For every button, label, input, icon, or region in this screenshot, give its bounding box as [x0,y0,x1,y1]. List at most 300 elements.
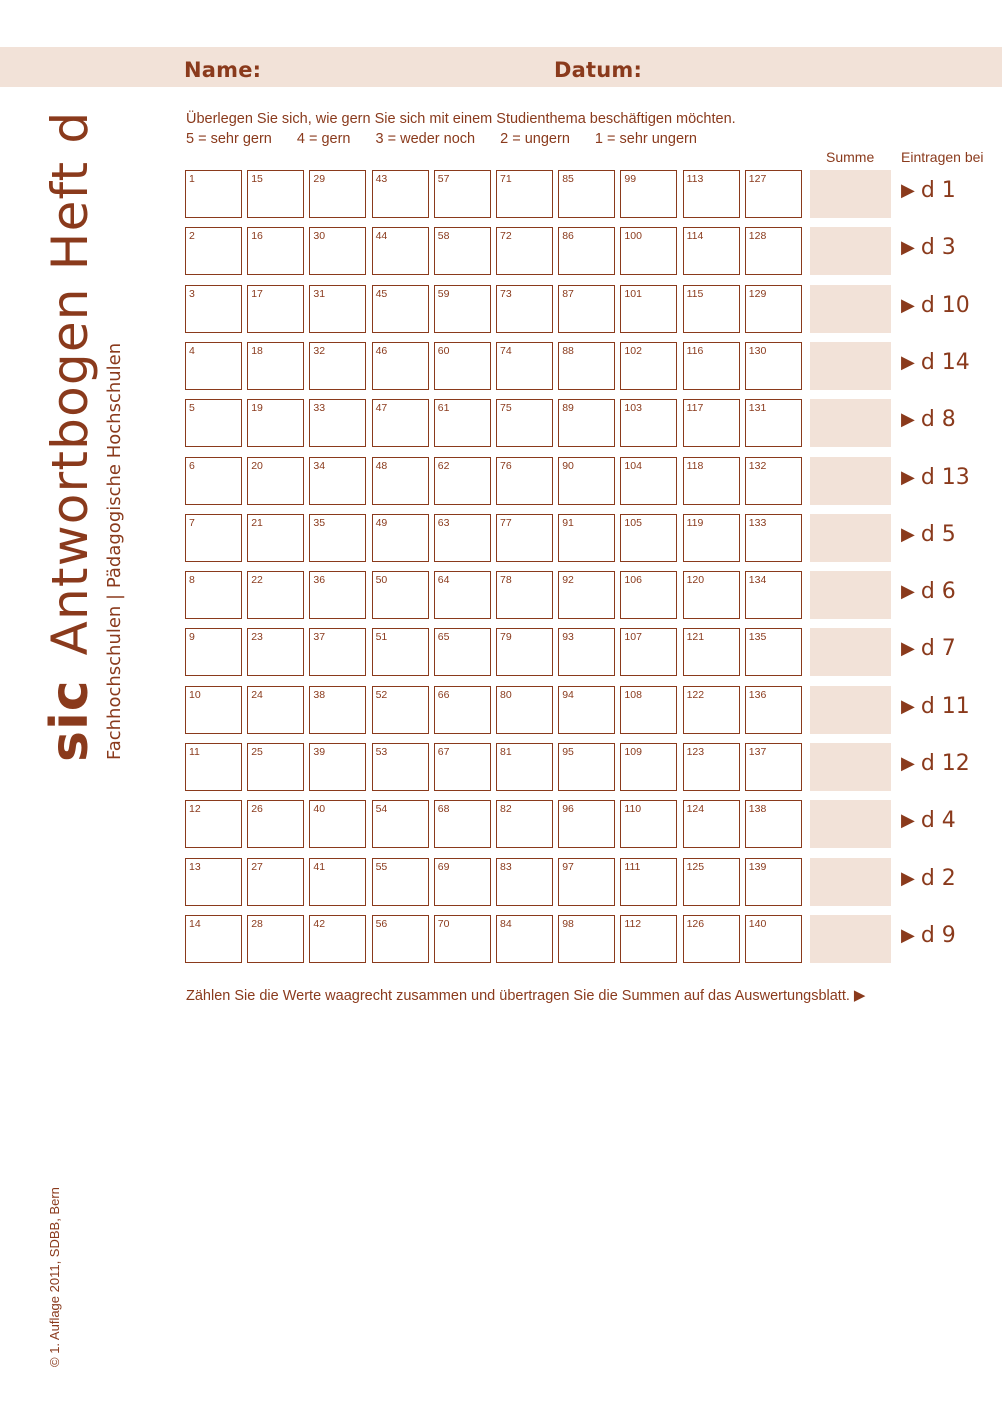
answer-cell[interactable] [683,399,740,447]
answer-cell[interactable] [247,743,304,791]
item-number: 64 [437,574,450,587]
answer-cell[interactable] [683,514,740,562]
answer-cell[interactable] [372,686,429,734]
brand-logo: sic [40,679,100,762]
answer-cell[interactable] [745,915,802,963]
item-number: 62 [437,459,450,472]
answer-cell[interactable] [558,170,615,218]
item-number: 54 [375,803,388,816]
item-number: 80 [500,688,512,701]
answer-cell[interactable] [745,342,802,390]
answer-cell[interactable] [247,571,304,619]
answer-cell[interactable] [745,571,802,619]
answer-cell[interactable] [620,399,677,447]
triangle-right-icon: ▶ [901,867,915,889]
answer-row [185,743,985,793]
triangle-right-icon: ▶ [901,753,915,774]
item-number: 35 [313,516,326,529]
answer-cell[interactable] [434,628,491,676]
answer-cell[interactable] [496,800,553,848]
item-number: 133 [748,516,767,529]
answer-cell[interactable] [372,800,429,848]
item-number: 29 [313,173,326,185]
answer-cell[interactable] [372,514,429,562]
sum-field[interactable] [810,514,891,562]
item-number: 52 [375,688,388,701]
answer-cell[interactable] [434,915,491,963]
triangle-right-icon: ▶ [901,180,915,201]
item-number: 79 [500,631,512,644]
item-number: 32 [313,344,326,357]
item-number: 107 [624,631,642,644]
item-number: 5 [189,402,195,415]
item-number: 113 [686,173,704,185]
triangle-right-icon: ▶ [901,409,915,431]
answer-cell[interactable] [309,514,366,562]
item-number: 138 [748,803,767,816]
item-number: 98 [562,917,574,930]
item-number: 87 [562,287,574,300]
answer-cell[interactable] [185,285,242,333]
answer-cell[interactable] [620,915,677,963]
item-number: 23 [251,631,263,644]
item-number: 61 [437,402,450,415]
answer-cell[interactable] [496,227,553,275]
answer-row [185,514,985,564]
footer-instruction [186,986,865,1004]
answer-cell[interactable] [496,915,553,963]
answer-cell[interactable] [683,170,740,218]
item-number: 19 [251,402,263,415]
item-number: 55 [375,860,388,873]
item-number: 46 [375,344,388,357]
answer-cell[interactable] [434,285,491,333]
answer-cell[interactable] [185,800,242,848]
answer-cell[interactable] [434,686,491,734]
answer-cell[interactable] [247,227,304,275]
item-number: 20 [251,459,263,472]
destination-label [901,465,970,490]
answer-cell[interactable] [434,858,491,906]
answer-cell[interactable] [372,457,429,505]
destination-code: d 1 [920,178,956,203]
answer-cell[interactable] [434,170,491,218]
answer-cell[interactable] [185,686,242,734]
answer-cell[interactable] [434,743,491,791]
answer-row [185,915,985,965]
answer-cell[interactable] [309,915,366,963]
answer-cell[interactable] [683,571,740,619]
answer-cell[interactable] [558,399,615,447]
answer-cell[interactable] [620,285,677,333]
answer-cell[interactable] [496,170,553,218]
item-number: 124 [686,803,705,816]
triangle-right-icon: ▶ [901,924,915,946]
destination-label [901,293,970,318]
answer-cell[interactable] [434,227,491,275]
destination-label [901,923,956,948]
answer-row [185,227,985,277]
scale-item: 2 = ungern [500,131,570,147]
answer-cell[interactable] [247,457,304,505]
item-number: 12 [189,803,201,816]
destination-label [901,522,956,547]
sum-field[interactable] [810,342,891,390]
destination-code: d 9 [920,922,956,948]
item-number: 22 [251,574,263,587]
item-number: 84 [500,917,512,930]
answer-cell[interactable] [496,628,553,676]
item-number: 100 [624,230,642,243]
answer-cell[interactable] [683,457,740,505]
answer-cell[interactable] [745,514,802,562]
answer-cell[interactable] [558,628,615,676]
sum-field[interactable] [810,800,891,848]
item-number: 16 [251,230,263,243]
item-number: 112 [624,917,642,930]
answer-cell[interactable] [247,915,304,963]
answer-cell[interactable] [247,285,304,333]
answer-cell[interactable] [496,686,553,734]
sum-field[interactable] [810,858,891,906]
answer-cell[interactable] [558,915,615,963]
item-number: 10 [189,688,201,701]
sum-field[interactable] [810,457,891,505]
item-number: 106 [624,574,642,587]
answer-cell[interactable] [372,285,429,333]
item-number: 57 [437,173,450,185]
answer-cell[interactable] [620,457,677,505]
answer-cell[interactable] [247,170,304,218]
item-number: 104 [624,459,642,472]
destination-label [901,235,956,260]
item-number: 136 [748,688,767,701]
item-number: 24 [251,688,263,701]
item-number: 8 [189,574,195,587]
item-number: 90 [562,459,574,472]
item-number: 14 [189,917,201,930]
item-number: 101 [624,287,642,300]
answer-cell[interactable] [434,571,491,619]
answer-cell[interactable] [620,571,677,619]
item-number: 82 [500,803,512,816]
copyright-note: © 1. Auflage 2011, SDBB, Bern [47,1187,62,1367]
answer-cell[interactable] [185,227,242,275]
answer-cell[interactable] [745,285,802,333]
answer-row [185,170,985,220]
answer-cell[interactable] [247,628,304,676]
item-number: 37 [313,631,326,644]
answer-row [185,800,985,850]
answer-cell[interactable] [185,743,242,791]
answer-cell[interactable] [434,800,491,848]
answer-cell[interactable] [745,858,802,906]
document-title: Antwortbogen Heft d [41,110,99,656]
answer-cell[interactable] [372,743,429,791]
answer-row [185,399,985,449]
triangle-right-icon: ▶ [901,695,915,717]
answer-cell[interactable] [372,628,429,676]
answer-cell[interactable] [496,858,553,906]
answer-cell[interactable] [620,227,677,275]
answer-cell[interactable] [372,170,429,218]
item-number: 3 [189,287,195,300]
triangle-right-icon: ▶ [901,581,915,603]
item-number: 103 [624,402,642,415]
item-number: 140 [748,917,767,930]
triangle-right-icon: ▶ [901,237,915,259]
item-number: 27 [251,860,263,873]
answer-cell[interactable] [309,285,366,333]
answer-cell[interactable] [309,743,366,791]
destination-code: d 11 [920,693,970,719]
answer-row [185,628,985,678]
answer-cell[interactable] [620,342,677,390]
item-number: 15 [251,173,263,185]
item-number: 68 [437,803,450,816]
item-number: 39 [313,746,326,758]
item-number: 114 [686,230,704,243]
item-number: 99 [624,173,637,185]
destination-code: d 8 [920,407,956,433]
item-number: 13 [189,860,201,873]
destination-label [901,751,970,776]
item-number: 17 [251,287,263,300]
item-number: 105 [624,516,642,529]
item-number: 40 [313,803,326,816]
item-number: 86 [562,230,574,243]
answer-cell[interactable] [372,342,429,390]
item-number: 1 [189,173,195,185]
item-number: 26 [251,803,263,816]
answer-cell[interactable] [309,457,366,505]
item-number: 28 [251,917,263,930]
answer-cell[interactable] [185,858,242,906]
item-number: 126 [686,917,705,930]
sum-field[interactable] [810,743,891,791]
item-number: 115 [686,287,704,300]
answer-cell[interactable] [683,858,740,906]
answer-cell[interactable] [558,743,615,791]
answer-cell[interactable] [745,800,802,848]
answer-cell[interactable] [247,800,304,848]
item-number: 122 [686,688,705,701]
answer-cell[interactable] [309,800,366,848]
answer-cell[interactable] [185,628,242,676]
scale-item: 4 = gern [296,131,351,147]
answer-cell[interactable] [372,227,429,275]
answer-cell[interactable] [372,858,429,906]
destination-label [901,178,956,203]
answer-cell[interactable] [185,399,242,447]
item-number: 109 [624,746,642,758]
item-number: 125 [686,860,705,873]
item-number: 123 [686,746,705,758]
answer-cell[interactable] [683,227,740,275]
answer-cell[interactable] [620,514,677,562]
answer-cell[interactable] [620,858,677,906]
answer-cell[interactable] [683,342,740,390]
answer-cell[interactable] [309,628,366,676]
answer-cell[interactable] [683,915,740,963]
answer-row [185,858,985,908]
answer-cell[interactable] [558,686,615,734]
scale-item: 1 = sehr ungern [594,131,697,147]
answer-cell[interactable] [185,571,242,619]
item-number: 134 [748,574,767,587]
item-number: 73 [500,287,512,300]
item-number: 44 [375,230,388,243]
sum-field[interactable] [810,628,891,676]
answer-cell[interactable] [558,571,615,619]
answer-cell[interactable] [185,170,242,218]
answer-cell[interactable] [372,915,429,963]
answer-cell[interactable] [745,686,802,734]
item-number: 6 [189,459,195,472]
answer-cell[interactable] [496,571,553,619]
answer-cell[interactable] [745,399,802,447]
answer-cell[interactable] [496,743,553,791]
answer-cell[interactable] [683,628,740,676]
item-number: 51 [375,631,388,644]
answer-cell[interactable] [496,342,553,390]
column-header-summe: Summe [826,149,875,165]
item-number: 60 [437,344,450,357]
item-number: 48 [375,459,388,472]
item-number: 69 [437,860,450,873]
answer-cell[interactable] [683,285,740,333]
answer-row [185,686,985,736]
answer-cell[interactable] [745,743,802,791]
answer-cell[interactable] [434,457,491,505]
sum-field[interactable] [810,399,891,447]
answer-cell[interactable] [620,170,677,218]
item-number: 120 [686,574,705,587]
answer-cell[interactable] [745,628,802,676]
answer-cell[interactable] [620,800,677,848]
answer-cell[interactable] [434,514,491,562]
item-number: 135 [748,631,767,644]
destination-code: d 10 [920,292,970,318]
triangle-right-icon: ▶ [901,810,915,832]
answer-cell[interactable] [434,399,491,447]
answer-cell[interactable] [558,342,615,390]
date-label: Datum: [554,58,643,82]
answer-cell[interactable] [247,342,304,390]
answer-cell[interactable] [558,514,615,562]
answer-cell[interactable] [496,285,553,333]
destination-code: d 12 [920,751,970,776]
destination-code: d 5 [920,521,956,547]
answer-cell[interactable] [496,399,553,447]
answer-cell[interactable] [620,743,677,791]
item-number: 96 [562,803,574,816]
destination-code: d 4 [920,808,956,834]
answer-cell[interactable] [496,514,553,562]
item-number: 83 [500,860,512,873]
destination-code: d 2 [920,865,956,891]
answer-cell[interactable] [683,743,740,791]
item-number: 47 [375,402,388,415]
answer-cell[interactable] [496,457,553,505]
sum-field[interactable] [810,285,891,333]
answer-cell[interactable] [558,285,615,333]
answer-cell[interactable] [558,227,615,275]
item-number: 31 [313,287,326,300]
answer-cell[interactable] [309,571,366,619]
destination-code: d 3 [920,235,956,261]
instruction-text: Überlegen Sie sich, wie gern Sie sich mit einem Studienthema beschäftigen möchten. [186,111,736,127]
sum-field[interactable] [810,227,891,275]
answer-cell[interactable] [185,514,242,562]
answer-cell[interactable] [309,399,366,447]
item-number: 91 [562,516,574,529]
answer-cell[interactable] [372,399,429,447]
answer-cell[interactable] [745,227,802,275]
destination-label [901,808,956,833]
sum-field[interactable] [810,571,891,619]
answer-cell[interactable] [745,170,802,218]
answer-cell[interactable] [185,342,242,390]
answer-cell[interactable] [372,571,429,619]
destination-label [901,694,970,719]
item-number: 85 [562,173,574,185]
item-number: 53 [375,746,388,758]
answer-cell[interactable] [247,399,304,447]
sum-field[interactable] [810,170,891,218]
answer-cell[interactable] [309,342,366,390]
item-number: 139 [748,860,767,873]
answer-cell[interactable] [247,514,304,562]
item-number: 30 [313,230,326,243]
answer-row [185,285,985,335]
answer-cell[interactable] [683,800,740,848]
answer-cell[interactable] [558,858,615,906]
item-number: 38 [313,688,326,701]
sum-field[interactable] [810,915,891,963]
item-number: 67 [437,746,450,758]
answer-cell[interactable] [620,628,677,676]
item-number: 63 [437,516,450,529]
answer-cell[interactable] [309,686,366,734]
triangle-right-icon: ▶ [901,638,915,660]
sum-field[interactable] [810,686,891,734]
item-number: 2 [189,230,195,243]
answer-cell[interactable] [620,686,677,734]
answer-cell[interactable] [558,457,615,505]
answer-cell[interactable] [309,170,366,218]
item-number: 108 [624,688,642,701]
item-number: 137 [748,746,767,758]
answer-cell[interactable] [309,858,366,906]
item-number: 56 [375,917,388,930]
answer-cell[interactable] [309,227,366,275]
item-number: 36 [313,574,326,587]
answer-cell[interactable] [683,686,740,734]
answer-cell[interactable] [247,686,304,734]
triangle-right-icon: ▶ [853,987,866,1004]
destination-label [901,636,956,661]
answer-cell[interactable] [558,800,615,848]
answer-cell[interactable] [434,342,491,390]
answer-cell[interactable] [247,858,304,906]
item-number: 97 [562,860,574,873]
answer-cell[interactable] [745,457,802,505]
answer-cell[interactable] [185,457,242,505]
item-number: 129 [748,287,767,300]
item-number: 81 [500,746,512,758]
answer-cell[interactable] [185,915,242,963]
